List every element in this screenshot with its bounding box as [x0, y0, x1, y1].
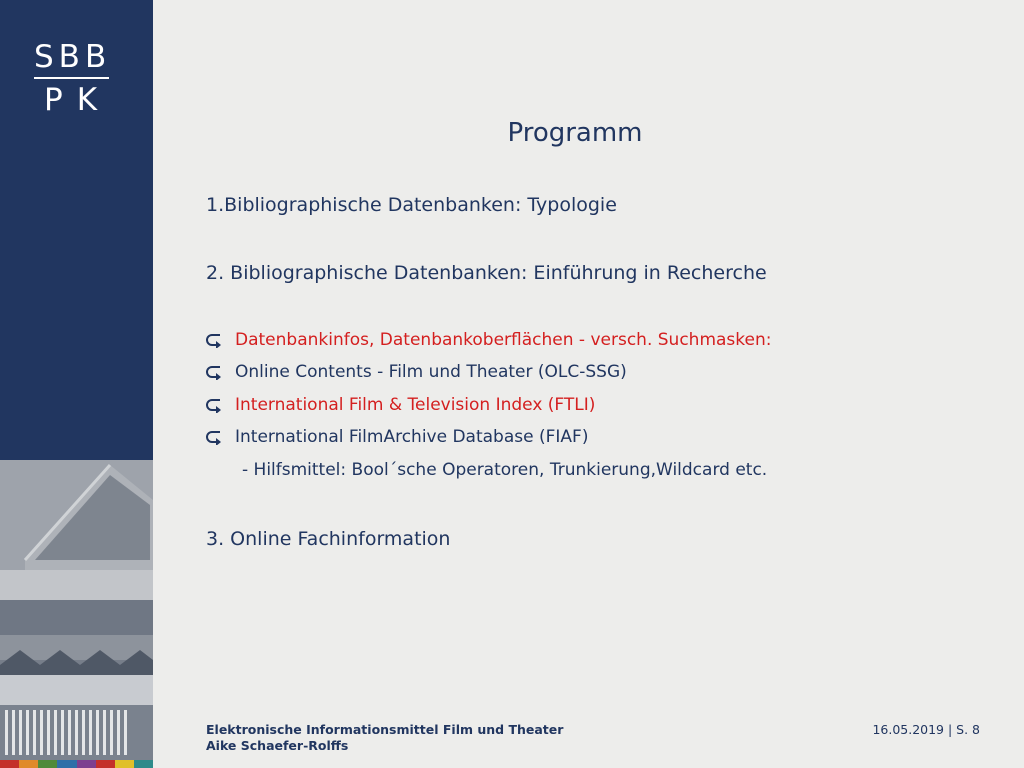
- arrow-icon: [206, 397, 222, 413]
- sub-item-2: [206, 362, 627, 382]
- sub-item-3: [206, 395, 595, 415]
- footer-author: Aike Schaefer-Rolffs: [206, 738, 349, 753]
- sub-item-label: International FilmArchive Database (FIAF): [235, 427, 589, 447]
- sbb-pk-logo: [34, 40, 114, 117]
- sub-item-label: International Film & Television Index (FTLI): [235, 395, 596, 415]
- slide-title: Programm: [507, 118, 643, 148]
- footer-course: Elektronische Informationsmittel Film und Theater: [206, 722, 564, 737]
- agenda-item-1: 1.Bibliographische Datenbanken: Typologie: [206, 194, 617, 216]
- arrow-icon: [206, 364, 222, 380]
- tools-note-text: - Hilfsmittel: Bool´sche Operatoren, Trunkierung,Wildcard etc.: [242, 460, 768, 480]
- tools-note: [242, 460, 767, 480]
- building-photo-graphic: [0, 460, 153, 768]
- footer-left: [206, 722, 563, 754]
- footer-date-page: 16.05.2019 | S. 8: [872, 722, 980, 737]
- sub-item-label: Datenbankinfos, Datenbankoberflächen - versch. Suchmasken:: [235, 330, 772, 350]
- color-bar: [0, 760, 153, 768]
- building-photo: [0, 460, 153, 768]
- logo-rule: [34, 77, 109, 79]
- arrow-icon: [206, 332, 222, 348]
- sidebar: [0, 0, 153, 768]
- logo-bottom: PK: [44, 82, 112, 118]
- agenda-item-2: 2. Bibliographische Datenbanken: Einführung in Recherche: [206, 262, 767, 284]
- logo-top: SBB: [34, 39, 112, 75]
- arrow-icon: [206, 429, 222, 445]
- sub-item-4: [206, 427, 588, 447]
- sub-item-label: Online Contents - Film und Theater (OLC-SSG): [235, 362, 627, 382]
- sub-item-1: [206, 330, 772, 350]
- agenda-item-3: 3. Online Fachinformation: [206, 528, 451, 550]
